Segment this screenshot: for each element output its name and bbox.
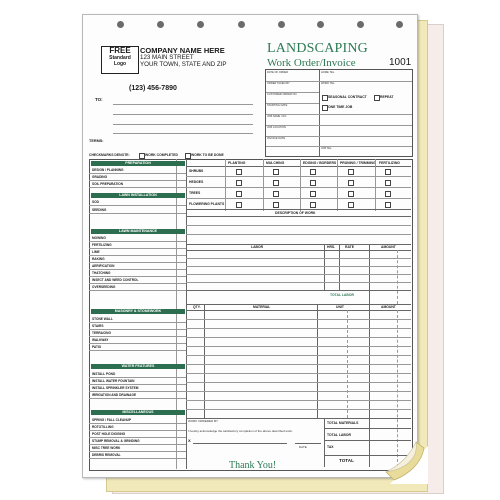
job-location-label: JOB LOCATION <box>267 126 286 129</box>
list-item: FERTILIZING <box>92 243 112 247</box>
planting-checkbox[interactable] <box>273 191 279 197</box>
list-item: PATIO <box>92 345 102 349</box>
description-header: DESCRIPTION OF WORK <box>275 211 316 215</box>
list-item: POST HOLE DIGGING <box>92 432 126 436</box>
date-label: DATE <box>299 445 307 449</box>
planting-checkbox[interactable] <box>310 191 316 197</box>
planting-checkbox[interactable] <box>236 191 242 197</box>
planting-checkbox[interactable] <box>273 202 279 208</box>
flowering-plants-row: FLOWERING PLANTS <box>189 202 225 206</box>
list-item: SOIL PREPARATION <box>92 182 123 186</box>
list-item: THATCHING <box>92 271 111 275</box>
shrubs-row: SHRUBS <box>189 169 204 173</box>
company-logo <box>101 46 139 74</box>
tax-label: TAX <box>327 445 334 449</box>
planting-checkbox[interactable] <box>385 180 391 186</box>
list-item: DESIGN / PLANNING <box>92 168 124 172</box>
work-completed-label: WORK COMPLETED <box>145 153 178 157</box>
list-item: SPRING / FALL CLEANUP <box>92 418 132 422</box>
planting-checkbox[interactable] <box>273 180 279 186</box>
hrs-header: HRS. <box>327 245 336 249</box>
planting-checkbox[interactable] <box>348 169 354 175</box>
trees-row: TREES <box>189 191 201 195</box>
form-number: 1001 <box>389 57 412 68</box>
punch-hole <box>396 21 403 28</box>
invoice-date-label: INVOICE DATE <box>267 137 286 140</box>
list-item: WALKWAY <box>92 338 109 342</box>
planting-checkbox[interactable] <box>385 191 391 197</box>
to-line[interactable] <box>113 114 253 115</box>
punch-hole <box>197 21 204 28</box>
miscellaneous-header: MISCELLANEOUS <box>91 410 185 415</box>
punch-hole <box>278 21 285 28</box>
total-labor-label: TOTAL LABOR <box>330 293 354 297</box>
company-address <box>140 54 270 68</box>
company-name: COMPANY NAME HERE <box>140 46 225 55</box>
punch-hole <box>317 21 324 28</box>
material-header: MATERIAL <box>253 305 271 309</box>
work-ordered-by-label: WORK ORDERED BY <box>188 419 219 423</box>
list-item: OVERSEEDING <box>92 285 116 289</box>
total-materials-label: TOTAL MATERIALS <box>327 421 359 425</box>
materials-amount-header: AMOUNT <box>381 305 396 309</box>
lawn-installation-header: LAWN INSTALLATION <box>91 193 185 198</box>
unit-header: UNIT <box>336 305 344 309</box>
repeat-label: REPEAT <box>380 95 394 99</box>
logo-bottom-text: Standard Logo <box>109 55 131 67</box>
form-subtitle: Work Order/Invoice <box>267 57 356 69</box>
work-order-sheet <box>82 14 418 478</box>
thank-you-text: Thank You! <box>229 460 277 471</box>
list-item: MISC TREE WORK <box>92 446 121 450</box>
pruning-col: PRUNING / TRIMMING <box>340 161 376 165</box>
mulching-col: MULCHING <box>266 161 285 165</box>
qty-header: QTY. <box>193 305 201 309</box>
work-to-be-done-label: WORK TO BE DONE <box>191 153 224 157</box>
planting-checkbox[interactable] <box>236 180 242 186</box>
masonry-header: MASONRY & STONEWORK <box>91 309 185 314</box>
list-item: INSTALL SPRINKLER SYSTEM <box>92 386 139 390</box>
list-item: ROTOTILLING <box>92 425 114 429</box>
list-item: TERRACING <box>92 331 111 335</box>
logo-top-text: FREE <box>109 46 131 55</box>
company-phone: (123) 456-7890 <box>129 85 177 92</box>
punch-hole <box>357 21 364 28</box>
order-taken-by-label: ORDER TAKEN BY <box>267 82 290 85</box>
planting-checkbox[interactable] <box>310 180 316 186</box>
water-features-header: WATER FEATURES <box>91 364 185 369</box>
amount-header: AMOUNT <box>381 245 396 249</box>
address-line-1: 123 MAIN STREET <box>140 54 194 61</box>
list-item: IRRIGATION AND DRAINAGE <box>92 393 137 397</box>
labor-header: LABOR <box>251 245 264 249</box>
date-of-order-label: DATE OF ORDER <box>267 71 289 74</box>
terms-label: TERMS: <box>89 139 104 143</box>
to-line[interactable] <box>113 104 253 105</box>
total-label: TOTAL <box>339 458 354 463</box>
address-line-2: YOUR TOWN, STATE AND ZIP <box>140 61 227 68</box>
one-time-job-label: ONE TIME JOB <box>328 105 353 109</box>
list-item: AERIFICATION <box>92 264 115 268</box>
list-item: STUMP REMOVAL & GRINDING <box>92 439 140 443</box>
punch-hole <box>238 21 245 28</box>
preparation-header: PREPARATION <box>91 161 185 166</box>
job-tel-label: JOB TEL. <box>321 147 333 150</box>
planting-checkbox[interactable] <box>385 169 391 175</box>
rate-header: RATE <box>345 245 354 249</box>
list-item: RAKING <box>92 257 105 261</box>
planting-checkbox[interactable] <box>385 202 391 208</box>
order-info-box <box>265 69 413 157</box>
edging-col: EDGING / BORDERS <box>303 161 337 165</box>
left-column-divider <box>186 159 187 469</box>
to-label: TO: <box>95 97 103 102</box>
form-title: LANDSCAPING <box>267 41 368 56</box>
planting-col: PLANTING <box>228 161 246 165</box>
list-item: INSECT AND WEED CONTROL <box>92 278 139 282</box>
planting-checkbox[interactable] <box>348 180 354 186</box>
list-item: MOWING <box>92 236 106 240</box>
list-item: LIME <box>92 250 100 254</box>
hedges-row: HEDGES <box>189 180 204 184</box>
list-item: INSTALL POND <box>92 372 116 376</box>
to-line[interactable] <box>113 133 253 134</box>
planting-checkbox[interactable] <box>236 169 242 175</box>
list-item: STONE WALL <box>92 317 113 321</box>
customer-order-no-label: CUSTOMER ORDER NO. <box>267 93 298 96</box>
planting-checkbox[interactable] <box>348 202 354 208</box>
starting-date-label: STARTING DATE <box>267 104 288 107</box>
list-item: INSTALL WATER FOUNTAIN <box>92 379 135 383</box>
list-item: SEEDING <box>92 208 107 212</box>
page-curl-icon <box>384 440 428 484</box>
list-item: DEBRIS REMOVAL <box>92 453 121 457</box>
total-labor-2-label: TOTAL LABOR <box>327 433 351 437</box>
home-tel-label: HOME TEL. <box>321 71 335 74</box>
punch-hole <box>157 21 164 28</box>
signature-x: X <box>188 438 191 443</box>
lawn-maintenance-header: LAWN MAINTENANCE <box>91 229 185 234</box>
to-line[interactable] <box>113 124 253 125</box>
list-item: SOD <box>92 200 99 204</box>
list-item: GRADING <box>92 175 108 179</box>
punch-hole <box>117 21 124 28</box>
planting-checkbox[interactable] <box>310 202 316 208</box>
planting-checkbox[interactable] <box>273 169 279 175</box>
work-tel-label: WORK TEL. <box>321 82 336 85</box>
job-name-label: JOB NAME / NO. <box>267 115 288 118</box>
seasonal-contract-label: SEASONAL CONTRACT <box>328 95 367 99</box>
signature-line[interactable] <box>193 443 287 444</box>
acknowledge-text: I hereby acknowledge the satisfactory completion of the above described work. <box>188 429 293 433</box>
date-line[interactable] <box>295 443 321 444</box>
fertilizing-col: FERTILIZING <box>379 161 400 165</box>
planting-checkbox[interactable] <box>236 202 242 208</box>
planting-checkbox[interactable] <box>310 169 316 175</box>
list-item: STAIRS <box>92 324 104 328</box>
checkmarks-label: CHECKMARKS DENOTE: <box>89 153 130 157</box>
planting-checkbox[interactable] <box>348 191 354 197</box>
